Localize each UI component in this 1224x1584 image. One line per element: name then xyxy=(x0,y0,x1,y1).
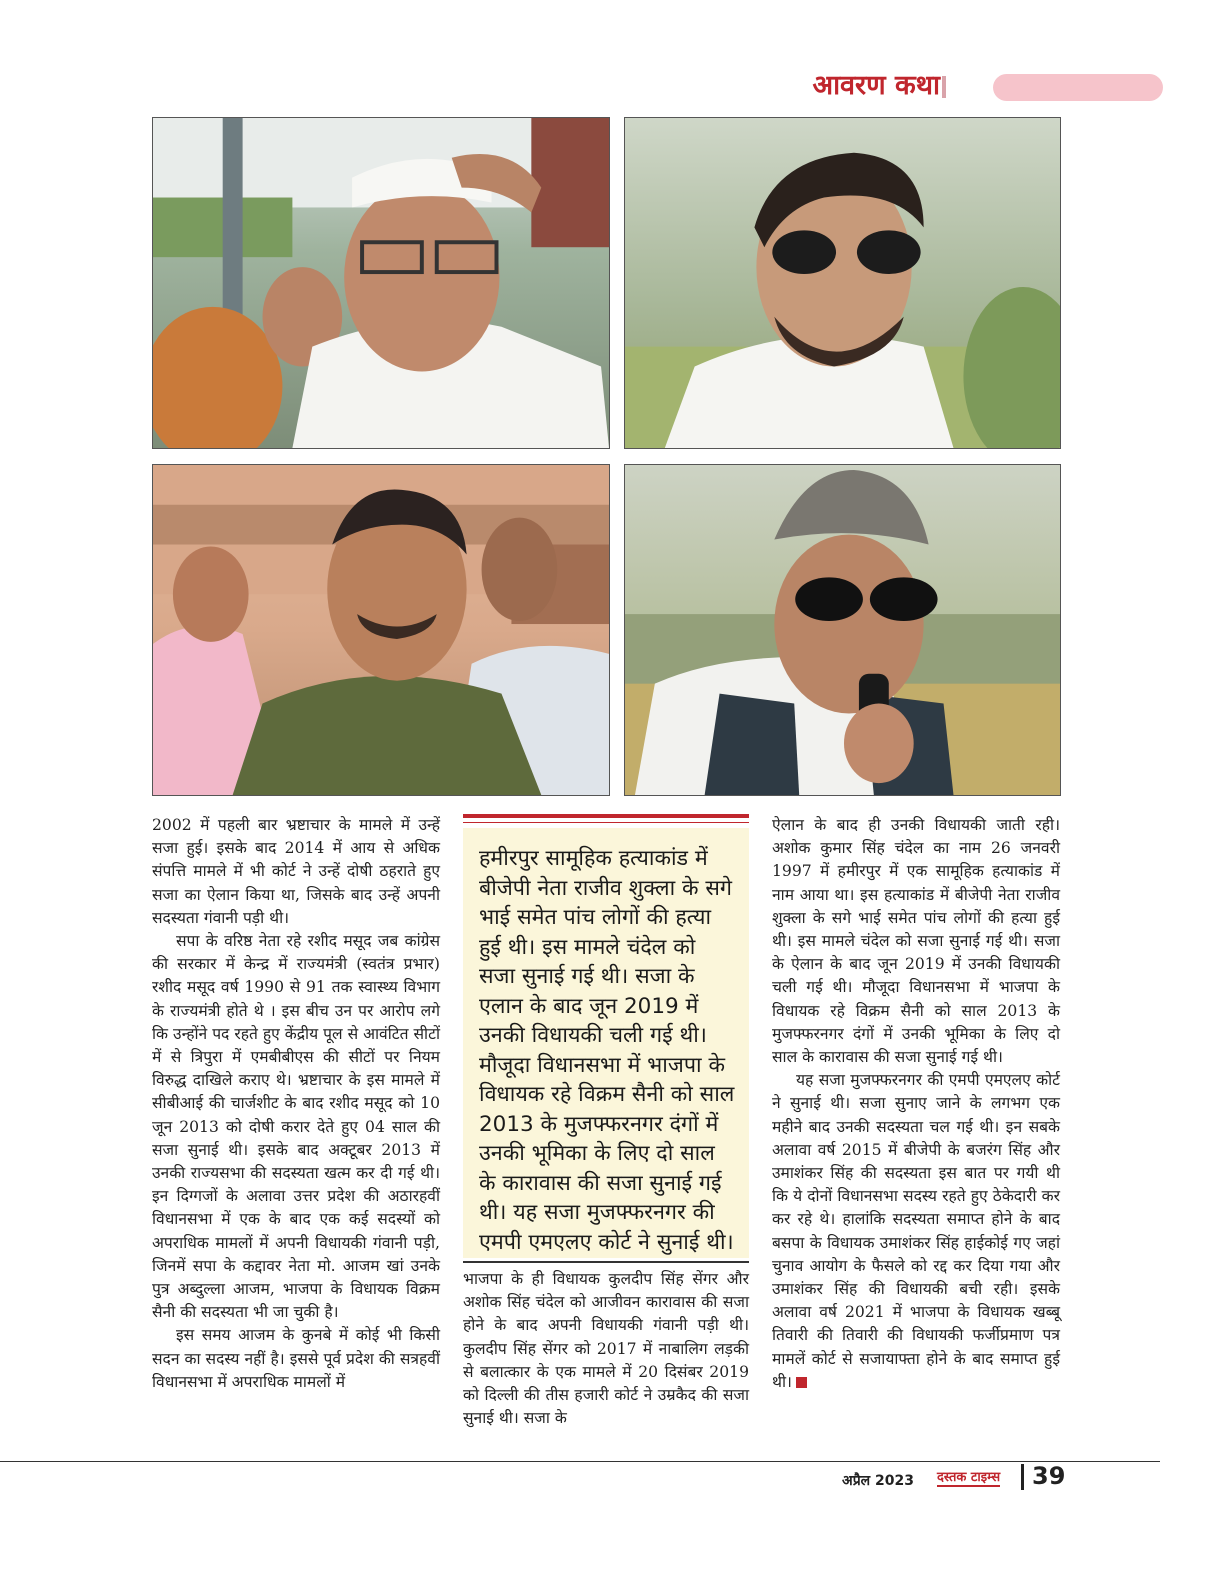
issue-date: अप्रैल 2023 xyxy=(842,1473,914,1489)
photo-politician-green-kurta xyxy=(152,464,610,796)
photo-politician-microphone xyxy=(624,464,1061,796)
pullquote-bottom-rule xyxy=(463,1261,749,1263)
section-title: आवरण कथा xyxy=(812,70,940,101)
pullquote: हमीरपुर सामूहिक हत्याकांड में बीजेपी नेता राजीव शुक्ला के सगे भाई समेत पांच लोगों की हत्या हुई थी। इस मामले चंदेल को सजा सुनाई गई थी। सजा के एलान के बाद जून 2019 में उनकी विधायकी चली गई थी। मौजूदा विधानसभा में भाजपा के विधायक रहे विक्रम सैनी को साल 2013 के मुजफ्फरनगर दंगों में उनकी भूमिका के लिए दो साल के कारावास की सजा सुनाई गई थी। यह सजा मुजफ्फरनगर की एमपी एमएलए कोर्ट ने सुनाई थी। xyxy=(463,828,749,1258)
end-mark-icon xyxy=(796,1377,807,1388)
section-divider xyxy=(942,76,946,98)
paragraph: 2002 में पहली बार भ्रष्टाचार के मामले में उन्हें सजा हुई। इसके बाद 2014 में आय से अधिक संपत्ति मामले में भी कोर्ट ने उन्हें दोषी ठहराते हुए सजा का ऐलान किया था, जिसके बाद उन्हें अपनी सदस्यता गंवानी पड़ी थी। xyxy=(152,816,440,927)
section-pill-decoration xyxy=(993,74,1163,101)
paragraph-last xyxy=(772,1069,1060,1394)
article-column-1 xyxy=(152,814,440,1394)
paragraph: सपा के वरिष्ठ नेता रहे रशीद मसूद जब कांग्रेस की सरकार में केन्द्र में राज्यमंत्री (स्वतंत्र प्रभार) रशीद मसूद वर्ष 1990 से 91 तक स्वास्थ्य विभाग के राज्यमंत्री होते थे । इस बीच उन पर आरोप लगे कि उन्होंने पद रहते हुए केंद्रीय पूल से आवंटित सीटों में से त्रिपुरा में एमबीबीएस की सीटों पर नियम विरुद्ध दाखिले कराए थे। भ्रष्टाचार के इस मामले में सीबीआई की चार्जशीट के बाद रशीद मसूद को 10 जून 2013 को दोषी करार देते हुए 04 साल की सजा सुनाई थी। इसके बाद अक्टूबर 2013 में उनकी राज्यसभा की सदस्यता खत्म कर दी गई थी। इन दिग्गजों के अलावा उत्तर प्रदेश की अठारहवीं विधानसभा में एक के बाद एक कई सदस्यों को अपराधिक मामलों में अपनी विधायकी गंवानी पड़ी, जिनमें सपा के कद्दावर नेता मो. आजम खां उनके पुत्र अब्दुल्ला आजम, भाजपा के विधायक विक्रम सैनी की सदस्यता भी जा चुकी है। xyxy=(152,932,440,1322)
paragraph: भाजपा के ही विधायक कुलदीप सिंह सेंगर और अशोक सिंह चंदेल को आजीवन कारावास की सजा होने के बाद अपनी विधायकी गंवानी पड़ी थी। कुलदीप सिंह सेंगर को 2017 में नाबालिग लड़की से बलात्कार के एक मामले में 20 दिसंबर 2019 को दिल्ली की तीस हजारी कोर्ट ने उम्रकैद की सजा सुनाई थी। सजा के xyxy=(463,1270,749,1428)
page-number: 39 xyxy=(1032,1462,1066,1490)
paragraph-text: यह सजा मुजफ्फरनगर की एमपी एमएलए कोर्ट ने सुनाई थी। सजा सुनाए जाने के लगभग एक महीने बाद उनकी सदस्यता चल गई थी। इन सबके अलावा वर्ष 2015 में बीजेपी के बजरंग सिंह और उमाशंकर सिंह की सदस्यता इस बात पर गयी थी कि ये दोनों विधानसभा सदस्य रहते हुए ठेकेदारी कर कर रहे थे। हालांकि सदस्यता समाप्त होने के बाद बसपा के विधायक उमाशंकर सिंह हाईकोई गए जहां चुनाव आयोग के फैसले को रद्द कर दिया गया और उमाशंकर सिंह की विधायकी बची रही। इसके अलावा वर्ष 2021 में भाजपा के विधायक खब्बू तिवारी की तिवारी की विधायकी फर्जीप्रमाण पत्र मामलें कोर्ट से सजायाफ्ता होने के बाद समाप्त हुई थी। xyxy=(772,1071,1060,1391)
magazine-logo: दस्तक टाइम्स xyxy=(937,1467,1000,1487)
paragraph: ऐलान के बाद ही उनकी विधायकी जाती रही। अशोक कुमार सिंह चंदेल का नाम 26 जनवरी 1997 में हमीरपुर में एक सामूहिक हत्याकांड में नाम आया था। इस हत्याकांड में बीजेपी नेता राजीव शुक्ला के सगे भाई समेत पांच लोगों की हत्या हुई थी। इस मामले चंदेल को सजा सुनाई गई थी। सजा के ऐलान के बाद जून 2019 में उनकी विधायकी चली गई थी। मौजूदा विधानसभा में भाजपा के विधायक रहे विक्रम सैनी को साल 2013 के मुजफ्फरनगर दंगों में उनकी भूमिका के लिए दो साल के कारावास की सजा सुनाई गई थी। xyxy=(772,816,1060,1067)
article-column-3 xyxy=(772,814,1060,1394)
footer-separator xyxy=(1021,1464,1024,1490)
pullquote-thin-rule xyxy=(463,822,749,823)
footer-rule xyxy=(0,1461,1160,1462)
paragraph: इस समय आजम के कुनबे में कोई भी किसी सदन का सदस्य नहीं है। इससे पूर्व प्रदेश की सत्रहवीं विधानसभा में अपराधिक मामलों में xyxy=(152,1326,440,1391)
article-column-2 xyxy=(463,1268,749,1430)
photo-young-politician-sunglasses xyxy=(624,117,1061,449)
photo-politician-white-cap xyxy=(152,117,610,449)
pullquote-top-rule xyxy=(463,814,749,818)
